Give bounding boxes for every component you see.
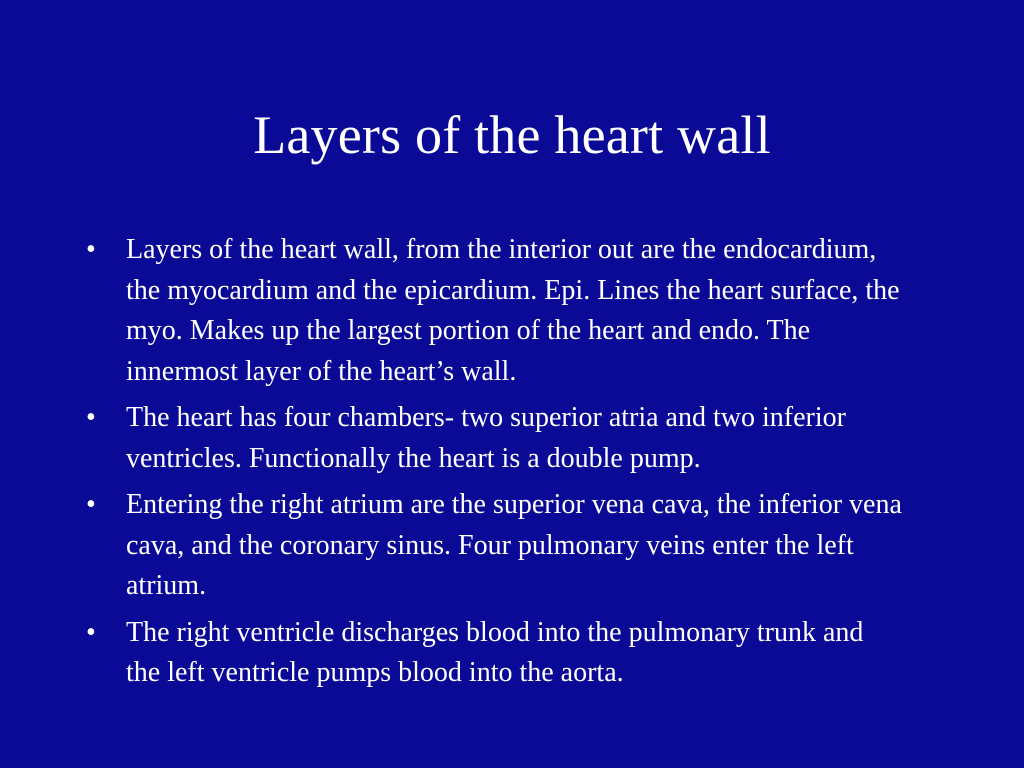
bullet-text: The heart has four chambers- two superior atria and two inferior ventricles. Functionally the heart is a double pump. [126,402,846,474]
bullet-item [0,613,1024,694]
slide-title: Layers of the heart wall [253,105,771,165]
bullet-item [0,485,1024,607]
bullet-dot-icon: • [86,234,96,265]
bullet-dot-icon: • [86,402,96,433]
bullet-list [0,230,1024,700]
bullet-dot-icon: • [86,616,96,648]
bullet-item [0,398,1024,479]
bullet-dot-icon: • [86,489,96,520]
bullet-text: The right ventricle discharges blood into the pulmonary trunk and the left ventricle pumps blood into the aorta. [126,616,864,688]
bullet-text: Layers of the heart wall, from the interior out are the endocardium, the myocardium and the epicardium. Epi. Lines the heart surface, the myo. Makes up the largest portion of the heart and endo. The innermost layer of the heart’s wall. [126,234,900,387]
bullet-item [0,230,1024,392]
bullet-text: Entering the right atrium are the superior vena cava, the inferior vena cava, and the coronary sinus. Four pulmonary veins enter the left atrium. [126,489,902,601]
